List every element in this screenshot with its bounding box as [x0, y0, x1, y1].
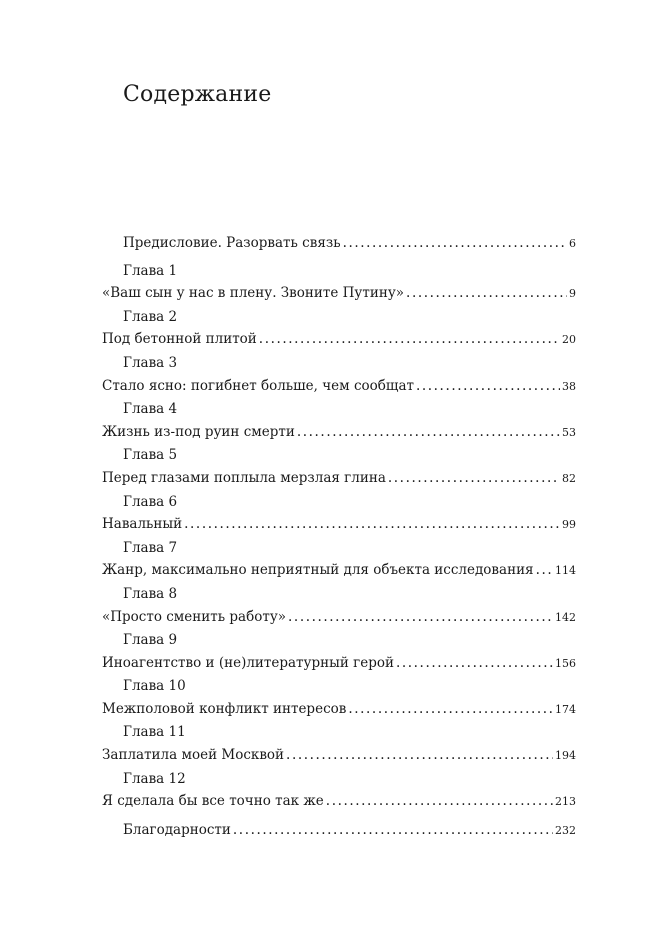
toc-page-number: 53	[562, 425, 576, 439]
toc-chapter-7[interactable]	[102, 537, 576, 583]
toc-dot-leader	[406, 282, 567, 305]
toc-entry-title: Межполовой конфликт интересов	[102, 700, 347, 717]
toc-dot-leader	[297, 421, 560, 444]
toc-entry-title: Благодарности	[123, 821, 231, 838]
chapter-label: Глава 6	[123, 493, 178, 510]
toc-dot-leader	[286, 744, 553, 767]
toc-chapter-11[interactable]	[102, 721, 576, 767]
toc-chapter-2[interactable]	[102, 306, 576, 352]
toc-chapter-5[interactable]	[102, 444, 576, 490]
chapter-label: Глава 7	[123, 539, 178, 556]
toc-page-number: 114	[555, 564, 576, 578]
toc-page-number: 232	[555, 823, 576, 837]
chapter-label: Глава 5	[123, 447, 178, 464]
toc-page-number: 156	[555, 656, 576, 670]
toc-page-number: 38	[562, 379, 576, 393]
chapter-label: Глава 2	[123, 308, 178, 325]
toc-page-number: 142	[555, 610, 576, 624]
toc-entry-title: Заплатила моей Москвой	[102, 747, 285, 764]
toc-dot-leader	[348, 698, 553, 721]
chapter-label: Глава 3	[123, 354, 178, 371]
toc-dot-leader	[233, 819, 553, 842]
toc-dot-leader	[259, 328, 560, 351]
toc-chapter-9[interactable]	[102, 629, 576, 675]
toc-page-number: 174	[555, 702, 576, 716]
toc-entry-title: Предисловие. Разорвать связь	[123, 235, 341, 251]
toc-entry-title: Навальный	[102, 516, 183, 533]
toc-entry-title: Жизнь из-под руин смерти	[102, 423, 295, 440]
toc-entry-title: Перед глазами поплыла мерзлая глина	[102, 469, 386, 486]
toc-entry-title: Жанр, максимально неприятный для объекта исследования	[102, 562, 534, 579]
page-title: Содержание	[123, 82, 272, 107]
toc-entry-title: «Ваш сын у нас в плену. Звоните Путину»	[102, 285, 405, 302]
toc-dot-leader	[396, 652, 553, 675]
chapter-label: Глава 12	[123, 770, 186, 787]
toc-chapter-3[interactable]	[102, 352, 576, 398]
toc-entry-title: Я сделала бы все точно так же	[102, 793, 324, 810]
chapter-label: Глава 10	[123, 678, 186, 695]
toc-page-number: 194	[555, 749, 576, 763]
chapter-label: Глава 4	[123, 401, 178, 418]
toc-entry-title: Под бетонной плитой	[102, 331, 257, 348]
toc-page-number: 6	[569, 237, 576, 250]
toc-entry-acknowledgements[interactable]	[102, 819, 576, 843]
toc-chapter-1[interactable]	[102, 260, 576, 306]
toc-dot-leader	[326, 790, 553, 813]
toc-page-number: 20	[562, 333, 576, 347]
toc-dot-leader	[416, 375, 560, 398]
toc-dot-leader	[184, 513, 560, 536]
toc-page-number: 213	[555, 795, 576, 809]
toc-chapter-4[interactable]	[102, 398, 576, 444]
toc-page-number: 82	[562, 471, 576, 485]
toc-chapter-6[interactable]	[102, 491, 576, 537]
toc-entry-title: Стало ясно: погибнет больше, чем сообщат	[102, 377, 414, 394]
toc-page-number: 9	[569, 287, 576, 301]
toc-chapter-10[interactable]	[102, 675, 576, 721]
chapter-label: Глава 11	[123, 724, 186, 741]
toc-dot-leader	[343, 232, 567, 255]
toc-entry-title: «Просто сменить работу»	[102, 608, 287, 625]
toc-page-number: 99	[562, 518, 576, 532]
chapter-label: Глава 9	[123, 632, 178, 649]
chapter-label: Глава 8	[123, 585, 178, 602]
toc-dot-leader	[536, 559, 553, 582]
toc-dot-leader	[288, 606, 553, 629]
chapter-label: Глава 1	[123, 262, 178, 279]
toc-entry-title: Иноагентство и (не)литературный герой	[102, 654, 394, 671]
toc-entry-preface[interactable]	[102, 232, 576, 256]
toc-chapter-8[interactable]	[102, 583, 576, 629]
table-of-contents	[102, 232, 576, 842]
toc-chapter-12[interactable]	[102, 768, 576, 814]
toc-dot-leader	[388, 467, 560, 490]
